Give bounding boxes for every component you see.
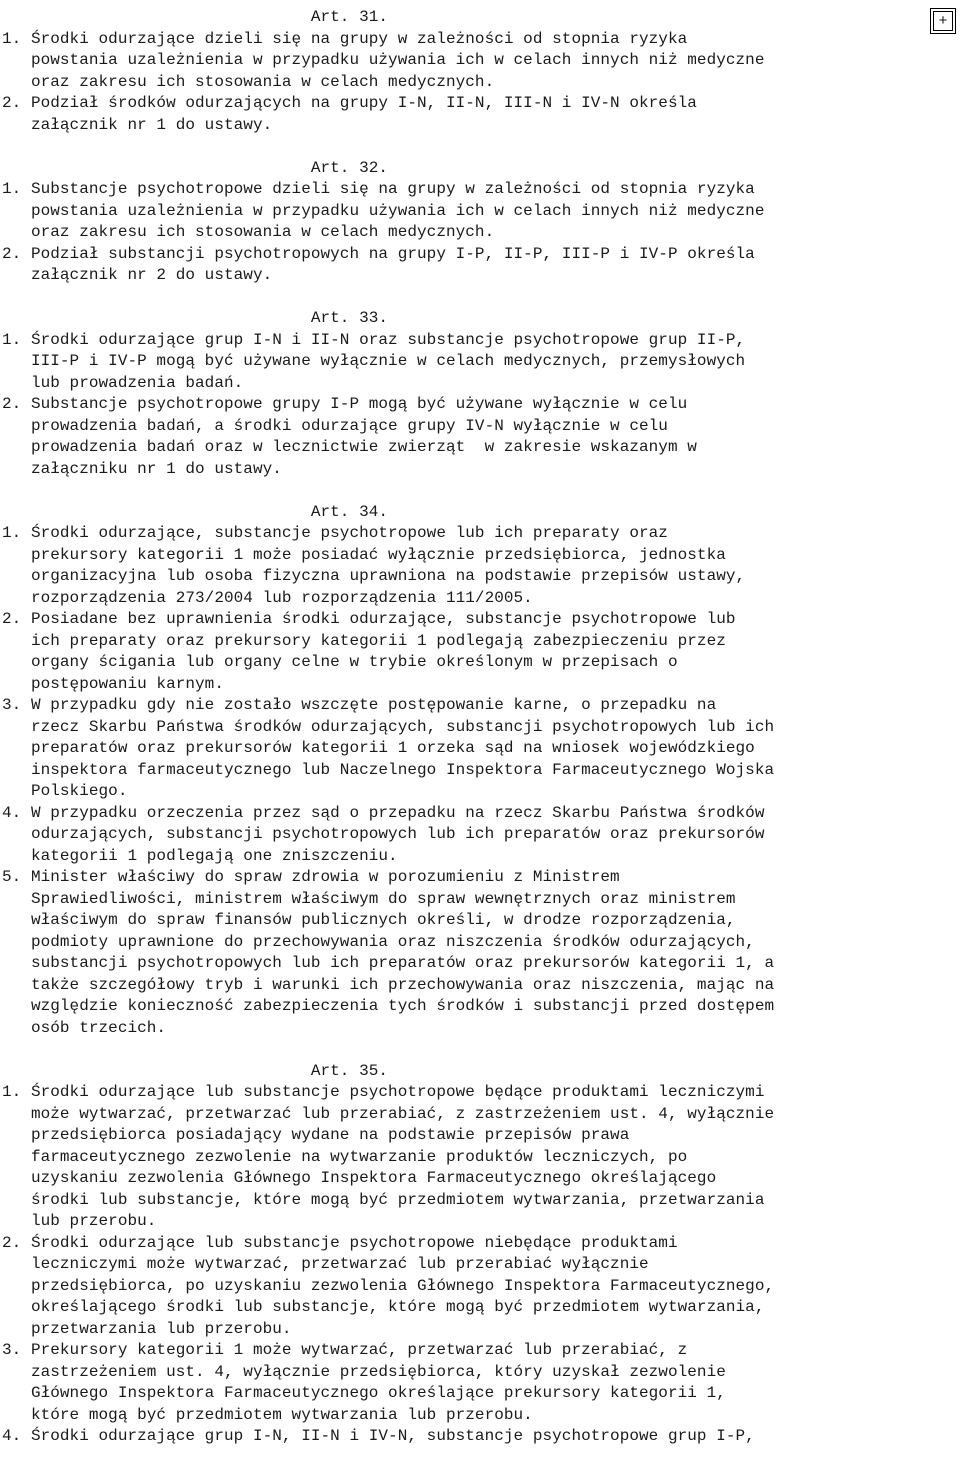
plus-icon: +	[938, 12, 948, 30]
text-line: właściwym do spraw finansów publicznych określi, w drodze rozporządzenia,	[2, 911, 736, 929]
text-line: przedsiębiorca posiadający wydane na podstawie przepisów prawa	[2, 1126, 630, 1144]
text-line: może wytwarzać, przetwarzać lub przerabiać, z zastrzeżeniem ust. 4, wyłącznie	[2, 1104, 775, 1123]
text-line: które mogą być przedmiotem wytwarzania lub przerobu.	[2, 1405, 533, 1424]
text-line: III-P i IV-P mogą być używane wyłącznie w celach medycznych, przemysłowych	[2, 352, 746, 370]
article-heading: Art. 35.	[2, 1061, 389, 1080]
text-line: leczniczymi może wytwarzać, przetwarzać lub przerabiać wyłącznie	[2, 1255, 649, 1273]
text-line: farmaceutycznego zezwolenie na wytwarzanie produktów leczniczych, po	[2, 1147, 688, 1166]
text-line: 4. W przypadku orzeczenia przez sąd o przepadku na rzecz Skarbu Państwa środków	[2, 803, 765, 822]
text-line: oraz zakresu ich stosowania w celach medycznych.	[2, 223, 495, 241]
text-line: oraz zakresu ich stosowania w celach medycznych.	[2, 72, 495, 91]
text-line: ich preparaty oraz prekursory kategorii 1 podlegają zabezpieczeniu przez	[2, 631, 726, 650]
text-line: podmioty uprawnione do przechowywania oraz niszczenia środków odurzających,	[2, 932, 755, 951]
text-line: preparatów oraz prekursorów kategorii 1 orzeka sąd na wniosek wojewódzkiego	[2, 739, 755, 757]
text-line: 2. Podział substancji psychotropowych na grupy I-P, II-P, III-P i IV-P określa	[2, 244, 755, 263]
text-line: załącznik nr 1 do ustawy.	[2, 115, 273, 134]
text-line: prowadzenia badań, a środki odurzające grupy IV-N wyłącznie w celu	[2, 416, 668, 435]
text-line: 2. Posiadane bez uprawnienia środki odurzające, substancje psychotropowe lub	[2, 610, 736, 628]
article-heading: Art. 34.	[2, 502, 389, 521]
text-line: lub prowadzenia badań.	[2, 373, 244, 392]
text-line: substancji psychotropowych lub ich preparatów oraz prekursorów kategorii 1, a	[2, 954, 775, 972]
text-line: załączniku nr 1 do ustawy.	[2, 459, 282, 478]
text-line: przedsiębiorca, po uzyskaniu zezwolenia Głównego Inspektora Farmaceutycznego,	[2, 1276, 775, 1295]
text-line: rzecz Skarbu Państwa środków odurzających, substancji psychotropowych lub ich	[2, 717, 775, 736]
text-line: 3. Prekursory kategorii 1 może wytwarzać, przetwarzać lub przerabiać, z	[2, 1341, 688, 1359]
text-line: środki lub substancje, które mogą być przedmiotem wytwarzania, przetwarzania	[2, 1190, 765, 1209]
text-line: powstania uzależnienia w przypadku używania ich w celach innych niż medyczne	[2, 51, 765, 69]
text-line: prekursory kategorii 1 może posiadać wyłącznie przedsiębiorca, jednostka	[2, 545, 726, 564]
text-line: 3. W przypadku gdy nie zostało wszczęte postępowanie karne, o przepadku na	[2, 696, 717, 714]
text-line: prowadzenia badań oraz w lecznictwie zwierząt w zakresie wskazanym w	[2, 438, 697, 456]
text-line: załącznik nr 2 do ustawy.	[2, 266, 273, 284]
text-line: względzie konieczność zabezpieczenia tych środków i substancji przed dostępem	[2, 997, 775, 1015]
text-line: 2. Środki odurzające lub substancje psychotropowe niebędące produktami	[2, 1233, 678, 1252]
text-line: uzyskaniu zezwolenia Głównego Inspektora Farmaceutycznego określającego	[2, 1169, 717, 1187]
text-line: 1. Środki odurzające lub substancje psychotropowe będące produktami leczniczymi	[2, 1083, 765, 1101]
text-line: określającego środki lub substancje, które mogą być przedmiotem wytwarzania,	[2, 1298, 765, 1316]
article-heading: Art. 33.	[2, 309, 389, 327]
text-line: 5. Minister właściwy do spraw zdrowia w porozumieniu z Ministrem	[2, 868, 620, 886]
article-heading: Art. 31.	[2, 8, 389, 26]
text-line: 1. Środki odurzające dzieli się na grupy w zależności od stopnia ryzyka	[2, 29, 688, 48]
text-line: Polskiego.	[2, 782, 128, 800]
text-line: rozporządzenia 273/2004 lub rozporządzenia 111/2005.	[2, 588, 533, 607]
text-line: zastrzeżeniem ust. 4, wyłącznie przedsiębiorca, który uzyskał zezwolenie	[2, 1362, 726, 1381]
text-line: inspektora farmaceutycznego lub Naczelnego Inspektora Farmaceutycznego Wojska	[2, 760, 775, 779]
text-line: 1. Środki odurzające grup I-N i II-N oraz substancje psychotropowe grup II-P,	[2, 330, 746, 349]
text-line: powstania uzależnienia w przypadku używania ich w celach innych niż medyczne	[2, 201, 765, 220]
text-line: Sprawiedliwości, ministrem właściwym do spraw wewnętrznych oraz ministrem	[2, 889, 736, 908]
text-line: 4. Środki odurzające grup I-N, II-N i IV-N, substancje psychotropowe grup I-P,	[2, 1427, 755, 1445]
text-line: postępowaniu karnym.	[2, 674, 224, 693]
text-line: 1. Środki odurzające, substancje psychotropowe lub ich preparaty oraz	[2, 524, 668, 542]
text-line: kategorii 1 podlegają one zniszczeniu.	[2, 846, 398, 865]
text-line: 2. Podział środków odurzających na grupy I-N, II-N, III-N i IV-N określa	[2, 94, 697, 112]
text-line: także szczegółowy tryb i warunki ich przechowywania oraz niszczenia, mając na	[2, 975, 775, 994]
text-line: organy ścigania lub organy celne w trybie określonym w przepisach o	[2, 653, 678, 671]
expand-plus-button[interactable]	[930, 8, 956, 34]
article-heading: Art. 32.	[2, 158, 389, 177]
text-line: Głównego Inspektora Farmaceutycznego określające prekursory kategorii 1,	[2, 1384, 726, 1402]
text-line: odurzających, substancji psychotropowych lub ich preparatów oraz prekursorów	[2, 825, 765, 843]
text-line: 2. Substancje psychotropowe grupy I-P mogą być używane wyłącznie w celu	[2, 395, 688, 413]
text-line: organizacyjna lub osoba fizyczna uprawniona na podstawie przepisów ustawy,	[2, 567, 746, 585]
text-line: osób trzecich.	[2, 1018, 167, 1037]
text-line: 1. Substancje psychotropowe dzieli się na grupy w zależności od stopnia ryzyka	[2, 180, 755, 198]
text-line: przetwarzania lub przerobu.	[2, 1319, 292, 1338]
text-line: lub przerobu.	[2, 1212, 157, 1230]
